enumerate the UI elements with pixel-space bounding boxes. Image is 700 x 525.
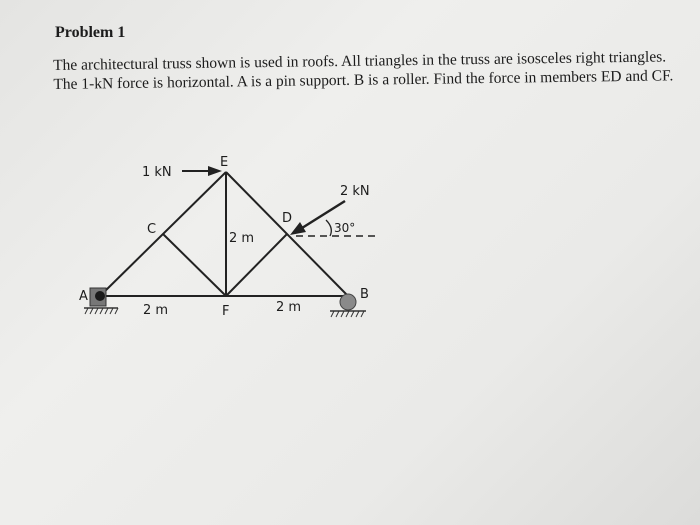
node-label-a: A: [79, 289, 88, 304]
load-label-e: 1 kN: [142, 165, 172, 180]
node-label-f: F: [222, 304, 230, 319]
node-label-b: B: [360, 287, 369, 302]
node-label-c: C: [147, 222, 157, 237]
problem-title: Problem 1: [55, 24, 126, 41]
member-cf: [163, 234, 226, 296]
dimension-vertical: 2 m: [229, 231, 255, 246]
load-label-d: 2 kN: [340, 184, 370, 199]
problem-statement: The architectural truss shown is used in roofs. All triangles in the truss are isosceles right triangles. The 1-kN force is horizontal. A is a pin support. B is a roller. Find the force in members ED and CF.: [53, 48, 674, 93]
pin-support-a: [84, 288, 118, 314]
dimension-right: 2 m: [276, 300, 302, 315]
load-arrow-e: [182, 166, 222, 176]
angle-label: 30°: [334, 221, 356, 235]
angle-arc: [326, 220, 331, 236]
node-label-d: D: [282, 211, 293, 226]
node-label-e: E: [220, 155, 229, 170]
dimension-left: 2 m: [143, 303, 169, 318]
